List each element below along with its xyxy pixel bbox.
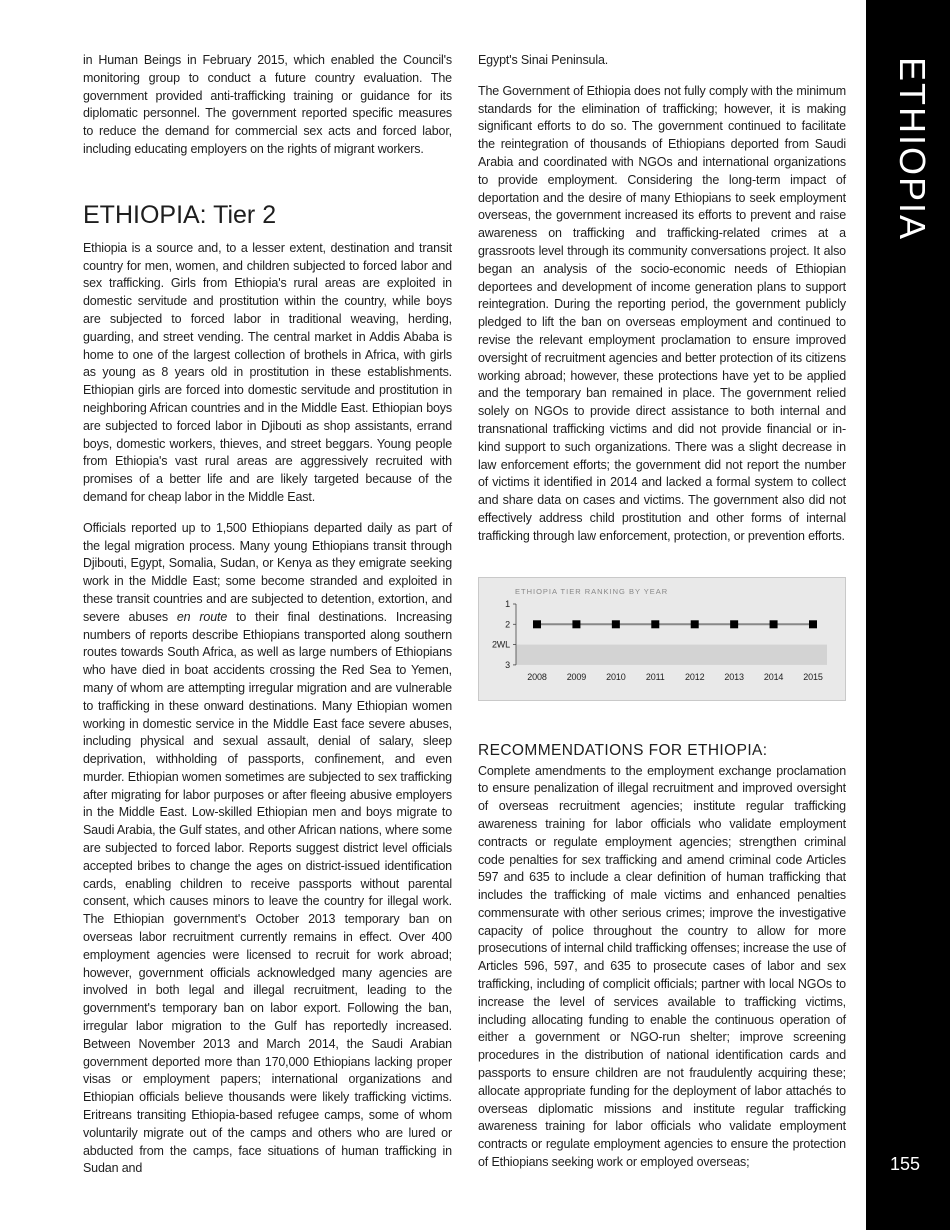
y-tick-label: 1: [505, 598, 510, 609]
data-point-marker: [572, 620, 580, 628]
y-axis-ticks: [492, 599, 516, 670]
data-point-marker: [770, 620, 778, 628]
body-paragraph-2-part-a: Officials reported up to 1,500 Ethiopians departed daily as part of the legal migration process. Many young Ethiopians transit through Djibouti, Egypt, Somalia, Sudan, or Kenya as they emigrate seeking work in the Middle East; some become stranded and exploited in these transit countries and are subjected to detention, extortion, and severe abuses: [83, 520, 452, 624]
body-paragraph-1: Ethiopia is a source and, to a lesser extent, destination and transit country for men, women, and children subjected to forced labor and sex trafficking. Girls from Ethiopia's rural areas are exploited in domestic servitude and prostitution within the country, while boys are subjected to forced labor in traditional weaving, herding, guarding, and street vending. The central market in Addis Ababa is home to one of the largest collection of brothels in Africa, with girls as young as 8 years old in prostitution in these establishments. Ethiopian girls are forced into domestic servitude and prostitution in neighboring African countries and in the Middle East. Ethiopian boys are subjected to forced labor in Djibouti as shop assistants, errand boys, domestic workers, thieves, and street beggars. Young people from Ethiopia's vast rural areas are aggressively recruited with promises of a better life and are likely targeted because of the demand for cheap labor in the Middle East.: [83, 240, 452, 504]
data-point-marker: [730, 620, 738, 628]
body-paragraph-2-part-b: to their final destinations. Increasing numbers of reports describe Ethiopians transported along southern routes towards South Africa, as well as large numbers of Ethiopians who have died in boat accidents crossing the Red Sea to Yemen, many of whom are attempting irregular migration and are vulnerable to trafficking in these onward destinations. Many Ethiopian women working in domestic service in the Middle East face severe abuses, including physical and sexual assault, denial of salary, sleep deprivation, withholding of passports, confinement, and even murder. Ethiopian women sometimes are subjected to sex trafficking after migrating for labor purposes or after fleeing abusive employers in the Middle East. Low-skilled Ethiopian men and boys migrate to Saudi Arabia, the Gulf states, and other African nations, where some are subjected to forced labor. Reports suggest district level officials accepted bribes to change the ages on district-issued identification cards, enabling children to receive passports without parental consent, which causes minors to leave the country for illegal work. The Ethiopian government's October 2013 temporary ban on overseas labor recruitment currently remains in effect. Over 400 employment agencies were licensed to recruit for work abroad; however, government officials acknowledged many agencies are involved in both legal and illegal recruitment, leading to the government's temporary ban on labor export. Following the ban, irregular labor migration to the Gulf has reportedly increased. Between November 2013 and March 2014, the Saudi Arabian government deported more than 170,000 Ethiopians lacking proper visas or employment papers; international organizations and Ethiopian officials believe thousands were likely trafficking victims. Eritreans transiting Ethiopia-based refugee camps, some of whom voluntarily migrate out of the camps and others who are lured or abducted from the camps, face situations of human trafficking in Sudan and: [83, 609, 453, 1176]
chart-title: ETHIOPIA TIER RANKING BY YEAR: [515, 586, 669, 596]
x-tick-label: 2013: [724, 671, 744, 682]
x-axis-ticks: [527, 671, 823, 681]
body-paragraph-2: [83, 520, 452, 1178]
x-tick-label: 2012: [685, 671, 705, 682]
x-tick-label: 2011: [645, 671, 665, 682]
en-route-italic: en route: [176, 609, 228, 624]
y-tick-label: 3: [505, 659, 510, 670]
assessment-paragraph: The Government of Ethiopia does not fully comply with the minimum standards for the elimination of trafficking; however, it is making significant efforts to do so. The government continued to facilitate the reintegration of thousands of Ethiopians deported from Saudi Arabia and coordinated with NGOs and international organizations to provide employment. Considering the long-term impact of deportation and the desire of many Ethiopians to seek employment overseas, the government increased its efforts to prevent and raise awareness on trafficking and trafficking-related crimes at a grassroots level through its community conversations project. It also began an analysis of the socio-economic needs of Ethiopian deportees and development of income generation plans to support reintegration. During the reporting period, the government publicly pledged to lift the ban on overseas employment and continued to revise the relevant employment proclamation to ensure improved oversight of recruitment agencies and better protection of its citizens working abroad; however, these protections have yet to be applied and the temporary ban remained in place. The government relied solely on NGOs to provide direct assistance to both internal and transnational trafficking victims and did not provide financial or in-kind support to such organizations. There was a slight decrease in law enforcement efforts; the government did not report the number of victims it identified in 2014 and lacked a formal system to collect and share data on cases and victims. The government also did not effectively address child prostitution and other forms of internal trafficking through law enforcement, protection, or prevention efforts.: [478, 83, 846, 543]
intro-paragraph: in Human Beings in February 2015, which enabled the Council's monitoring group to conduct a future country evaluation. The government provided anti-trafficking training or guidance for its diplomatic personnel. The government reported specific measures to reduce the demand for commercial sex acts and forced labor, including educating employers on the rights of migrant workers.: [83, 53, 452, 156]
section-title: ETHIOPIA: Tier 2: [83, 200, 277, 229]
data-point-marker: [809, 620, 817, 628]
data-point-marker: [651, 620, 659, 628]
tier-ranking-chart: [478, 577, 846, 701]
page-number: 155: [890, 1154, 921, 1174]
x-tick-label: 2014: [763, 671, 784, 682]
left-column: [83, 52, 452, 1191]
series-line-group: [533, 620, 817, 628]
recommendations-title: RECOMMENDATIONS FOR ETHIOPIA:: [478, 741, 768, 759]
tier-ranking-chart-svg: [479, 578, 845, 700]
recommendations-text: Complete amendments to the employment exchange proclamation to ensure penalization of illegal recruitment and improved oversight of overseas recruitment agencies; institute regular trafficking awareness training for labor officials who validate employment contracts or regulate employment agencies; strengthen criminal code penalties for sex trafficking and amend criminal code Articles 597 and 635 to include a clear definition of human trafficking that includes the trafficking of male victims and enhanced penalties commensurate with other serious crimes; improve the investigative capacity of police throughout the country to allow for more prosecutions of internal child trafficking offenses; increase the use of Articles 596, 597, and 635 to prosecute cases of labor and sex trafficking, including of complicit officials; partner with local NGOs to increase the level of services available to trafficking victims, including allocating funding to enable the continuous operation of either a government or NGO-run shelter; improve screening procedures in the distribution of national identification cards and passports to ensure children are not fraudulently acquiring these; allocate appropriate funding for the deployment of labor attachés to overseas diplomatic missions and institute regular trafficking awareness training for labor officials who validate employment contracts or regulate employment agencies to ensure the protection of Ethiopians seeking work or employed overseas;: [478, 763, 846, 1170]
right-column: [478, 52, 846, 1185]
x-tick-label: 2015: [803, 671, 823, 682]
data-point-marker: [533, 620, 541, 628]
x-tick-label: 2008: [527, 671, 547, 682]
tier-band-lower: [516, 644, 827, 664]
x-tick-label: 2009: [566, 671, 587, 682]
data-point-marker: [691, 620, 699, 628]
y-tick-label: 2: [505, 618, 510, 629]
y-tick-label: 2WL: [491, 639, 510, 650]
side-country-title: ETHIOPIA: [892, 57, 933, 242]
continuation-paragraph: Egypt's Sinai Peninsula.: [478, 53, 609, 67]
x-tick-label: 2010: [606, 671, 626, 682]
data-point-marker: [612, 620, 620, 628]
